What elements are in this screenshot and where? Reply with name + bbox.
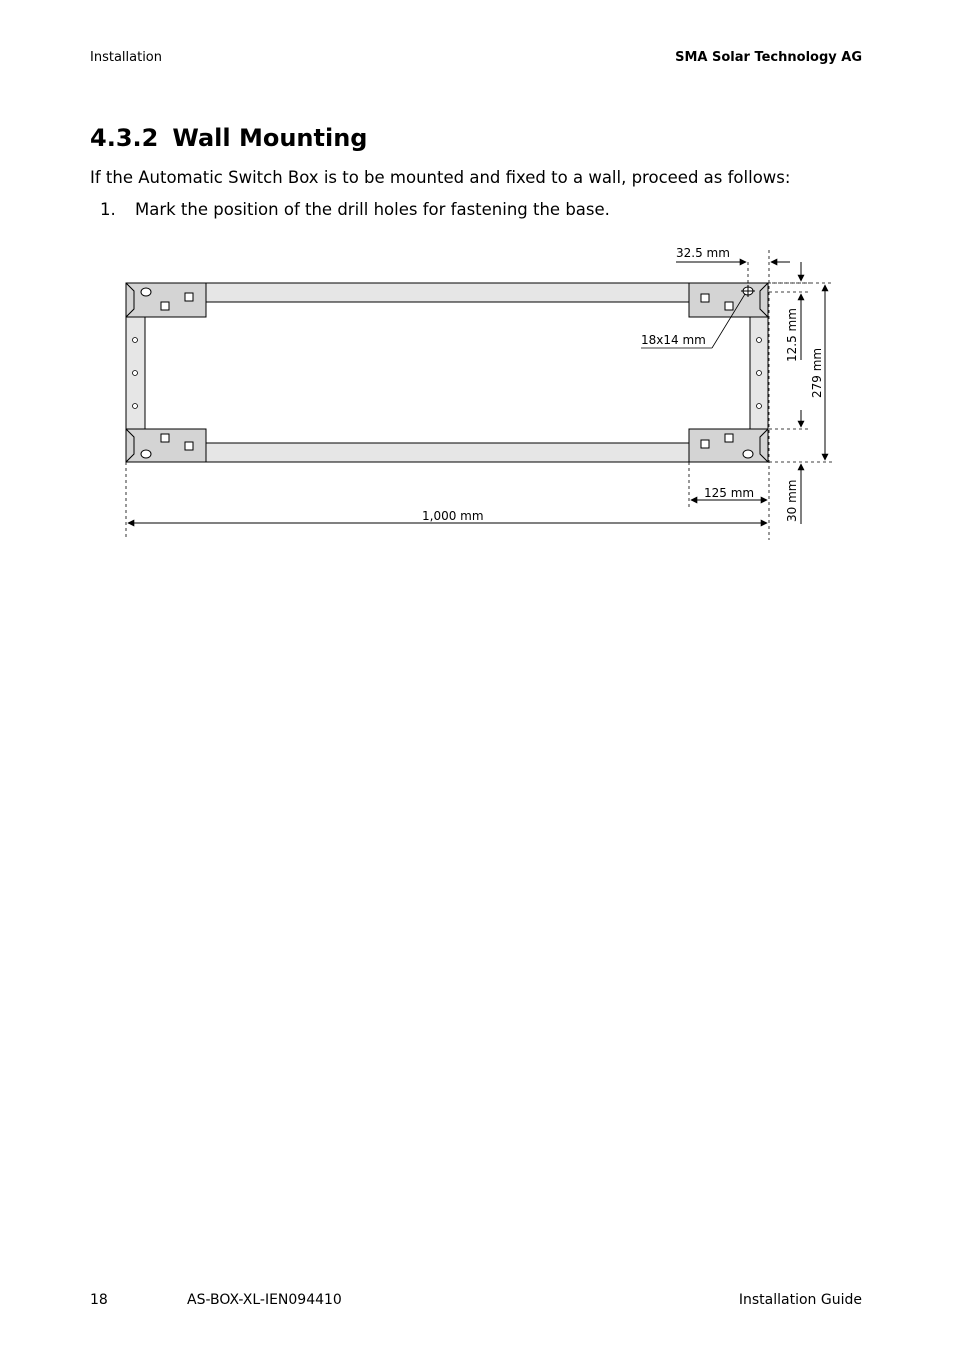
dim-vertical-offset-label: 12.5 mm [785, 308, 799, 362]
corner-bracket-top-left [126, 283, 206, 317]
dim-hole-label: 18x14 mm [641, 333, 706, 347]
header-section: Installation [90, 50, 163, 65]
base-frame [126, 283, 768, 462]
header-company: SMA Solar Technology AG [675, 50, 862, 65]
dim-width-label: 1,000 mm [422, 509, 484, 523]
dim-top-offset-label: 32.5 mm [676, 246, 730, 260]
footer-title: Installation Guide [738, 1292, 862, 1308]
corner-bracket-bottom-left [126, 429, 206, 462]
footer-doc-id: AS-BOX-XL-IEN094410 [187, 1292, 342, 1308]
section-title: Wall Mounting [172, 124, 368, 152]
intro-paragraph: If the Automatic Switch Box is to be mounted and fixed to a wall, proceed as follows: [90, 168, 791, 187]
step-text: Mark the position of the drill holes for fastening the base. [135, 200, 610, 219]
base-drilling-diagram [0, 0, 954, 560]
dim-corner-label: 125 mm [704, 486, 755, 500]
corner-bracket-top-right [689, 283, 768, 317]
dim-bottom-label: 30 mm [785, 479, 799, 522]
corner-bracket-bottom-right [689, 429, 768, 462]
step-number: 1. [100, 200, 116, 219]
section-number: 4.3.2 [90, 124, 159, 152]
footer-page-number: 18 [90, 1292, 108, 1308]
dim-height-label: 279 mm [810, 347, 824, 398]
